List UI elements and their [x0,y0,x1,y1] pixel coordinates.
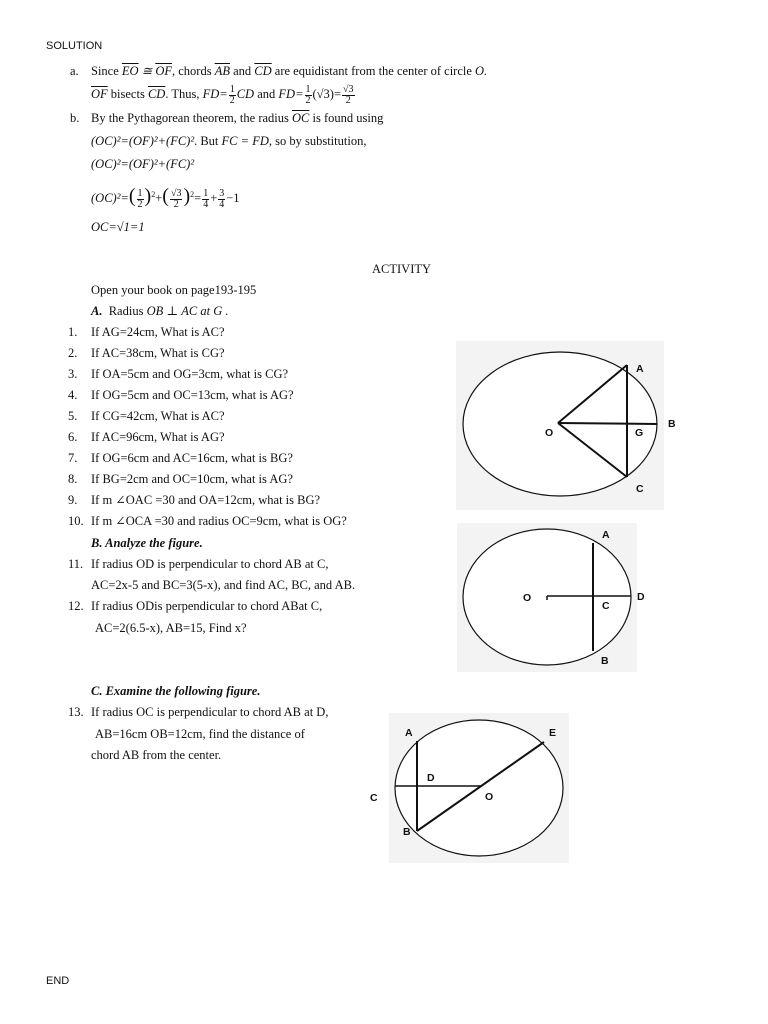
q11-line1: If radius OD is perpendicular to chord AB at C, [91,557,329,571]
question-a-number: 5. [68,409,78,423]
figure-3 [389,713,569,863]
figure-3-diagram [389,713,569,863]
label-d: D [637,591,645,603]
question-a-number: 9. [68,493,78,507]
q13-line3: chord AB from the center. [91,748,222,762]
question-a-text: If BG=2cm and OC=10cm, what is AG? [91,472,293,486]
section-a-heading: A. Radius OB ⊥ AC at G . [91,304,229,318]
label-c: C [602,600,610,612]
fraction-half-2: $\frac{1}{2}$ [305,83,311,106]
q13-line2: AB=16cm OB=12cm, find the distance of [95,727,305,741]
solution-b-eq1: (OC)²=(OF)²+(FC)². But FC = FD, so by substitution, [91,134,367,148]
figure-2 [457,523,645,672]
solution-b-eq4: OC=√1=1 [91,220,145,234]
question-a-text: If OG=5cm and OC=13cm, what is AG? [91,388,294,402]
section-c-heading: C. Examine the following figure. [91,684,261,698]
figure-1-diagram [456,341,664,510]
figure-3-label-c: C [370,792,378,804]
q11-number: 11. [68,557,84,571]
question-a-text: If OA=5cm and OG=3cm, what is CG? [91,367,289,381]
question-a-number: 1. [68,325,78,339]
label-a: A [602,529,610,541]
label-b: B [403,826,411,838]
q13-number: 13. [68,705,84,719]
solution-b-eq3: (OC)²=( $\frac{1}{2}$ )$^2$+( $\frac{√3}{2}$ )$^2$= $\frac{1}{4}$ + $\frac{3}{4}$ −1 [91,185,240,210]
solution-a-line2: $\overline{OF}$ bisects $\overline{CD}$. Thus, FD= $\frac{1}{2}$ CD and FD= $\frac{1}{2}$ (√3)= $\frac{√3}{2}$ [91,83,354,106]
label-b: B [601,655,609,667]
solution-b-marker: b. [70,111,80,125]
label-g: G [635,427,644,439]
label-e: E [549,727,557,739]
fraction-root3-over-2: $\frac{√3}{2}$ [343,83,354,106]
label-o: O [485,791,494,803]
question-a-text: If AC=38cm, What is CG? [91,346,225,360]
label-o: O [545,427,554,439]
question-a-text: If m ∠OAC =30 and OA=12cm, what is BG? [91,493,321,507]
label-a: A [405,727,413,739]
label-d: D [427,772,435,784]
question-a-number: 4. [68,388,78,402]
solution-a-line1: Since $\overline{EO}$ ≅ $\overline{OF}$, chords $\overline{AB}$ and $\overline{CD}$ are equidistant from the center of circle O. [91,64,488,78]
question-a-text: If OG=6cm and AC=16cm, what is BG? [91,451,293,465]
q13-line1: If radius OC is perpendicular to chord AB at D, [91,705,329,719]
fraction-half: $\frac{1}{2}$ [229,83,235,106]
label-o: O [523,592,532,604]
solution-a-marker: a. [70,64,79,78]
section-b-heading: B. Analyze the figure. [91,536,203,550]
activity-title: ACTIVITY [372,262,432,276]
question-a-text: If AC=96cm, What is AG? [91,430,225,444]
q12-line2: AC=2(6.5-x), AB=15, Find x? [95,621,247,635]
label-c: C [636,483,644,495]
header-solution: SOLUTION [46,40,103,52]
figure-1 [456,341,676,510]
radius-ob [558,423,657,424]
solution-b-line1: By the Pythagorean theorem, the radius $\overline{OC}$ is found using [91,111,384,125]
question-a-text: If CG=42cm, What is AC? [91,409,225,423]
question-a-number: 3. [68,367,78,381]
figure-2-diagram [457,523,637,672]
q11-line2: AC=2x-5 and BC=3(5-x), and find AC, BC, and AB. [91,578,356,592]
q12-number: 12. [68,599,84,613]
footer-end: END [46,975,70,987]
question-a-number: 10. [68,514,84,528]
solution-b-eq2: (OC)²=(OF)²+(FC)² [91,157,195,171]
question-a-number: 6. [68,430,78,444]
activity-intro: Open your book on page193-195 [91,283,257,297]
q12-line1: If radius ODis perpendicular to chord ABat C, [91,599,323,613]
label-b: B [668,418,676,430]
question-a-text: If m ∠OCA =30 and radius OC=9cm, what is OG? [91,514,347,528]
question-a-number: 7. [68,451,78,465]
label-a: A [636,363,644,375]
question-a-number: 2. [68,346,78,360]
question-a-number: 8. [68,472,78,486]
question-a-text: If AG=24cm, What is AC? [91,325,225,339]
